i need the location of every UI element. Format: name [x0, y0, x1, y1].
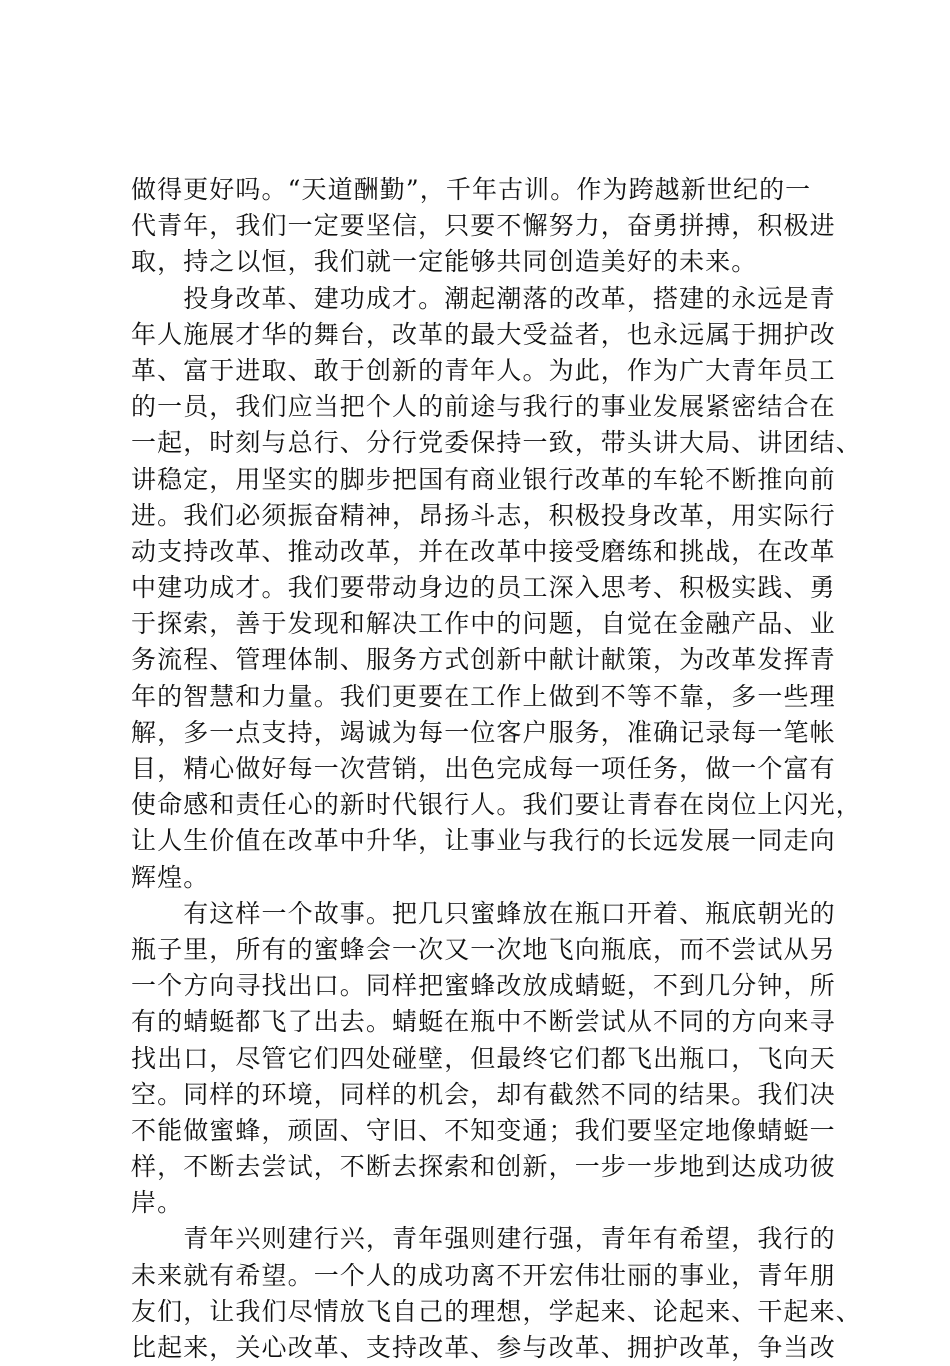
text-line: 空。同样的环境，同样的机会，却有截然不同的结果。我们决	[131, 1079, 836, 1109]
text-line: 辉煌。	[131, 862, 210, 892]
text-line: 进。我们必须振奋精神，昂扬斗志，积极投身改革，用实际行	[131, 500, 836, 530]
text-line: 友们，让我们尽情放飞自己的理想，学起来、论起来、干起来、	[131, 1296, 862, 1326]
text-line: 未来就有希望。一个人的成功离不开宏伟壮丽的事业，青年朋	[131, 1260, 836, 1290]
text-line: 不能做蜜蜂，顽固、守旧、不知变通；我们要坚定地像蜻蜓一	[131, 1115, 836, 1145]
text-line: 目，精心做好每一次营销，出色完成每一项任务，做一个富有	[131, 754, 836, 783]
text-line: 解，多一点支持，竭诚为每一位客户服务，准确记录每一笔帐	[131, 717, 836, 747]
text-line: 讲稳定，用坚实的脚步把国有商业银行改革的车轮不断推向前	[131, 464, 836, 494]
text-line: 让人生价值在改革中升华，让事业与我行的长远发展一同走向	[131, 826, 836, 856]
text-line: 务流程、管理体制、服务方式创新中献计献策，为改革发挥青	[131, 645, 836, 675]
text-line: 革、富于进取、敢于创新的青年人。为此，作为广大青年员工	[131, 355, 836, 385]
text-line: 有这样一个故事。把几只蜜蜂放在瓶口开着、瓶底朝光的	[131, 898, 836, 928]
text-line: 年的智慧和力量。我们更要在工作上做到不等不靠，多一些理	[131, 681, 836, 711]
text-line: 青年兴则建行兴，青年强则建行强，青年有希望，我行的	[131, 1224, 836, 1254]
text-line: 动支持改革、推动改革，并在改革中接受磨练和挑战，在改革	[131, 536, 836, 566]
text-line: 瓶子里，所有的蜜蜂会一次又一次地飞向瓶底，而不尝试从另	[131, 934, 836, 964]
text-line: 有的蜻蜓都飞了出去。蜻蜓在瓶中不断尝试从不同的方向来寻	[131, 1007, 836, 1037]
text-line: 的一员，我们应当把个人的前途与我行的事业发展紧密结合在	[131, 392, 836, 422]
text-line: 一个方向寻找出口。同样把蜜蜂改放成蜻蜓，不到几分钟，所	[131, 971, 836, 1001]
text-line: 代青年，我们一定要坚信，只要不懈努力，奋勇拼搏，积极进	[131, 211, 836, 241]
text-line: 比起来，关心改革、支持改革、参与改革、拥护改革，争当改	[131, 1333, 836, 1362]
text-line: 使命感和责任心的新时代银行人。我们要让青春在岗位上闪光，	[131, 790, 862, 820]
text-line: 投身改革、建功成才。潮起潮落的改革，搭建的永远是青	[131, 283, 836, 313]
text-line: 取，持之以恒，我们就一定能够共同创造美好的未来。	[131, 247, 758, 277]
text-line: 样，不断去尝试，不断去探索和创新，一步一步地到达成功彼	[131, 1152, 836, 1182]
text-line: 找出口，尽管它们四处碰壁，但最终它们都飞出瓶口，飞向天	[131, 1043, 836, 1073]
text-line: 一起，时刻与总行、分行党委保持一致，带头讲大局、讲团结、	[131, 428, 862, 458]
body-text	[131, 172, 862, 1366]
text-line: 中建功成才。我们要带动身边的员工深入思考、积极实践、勇	[131, 573, 836, 603]
text-line: 岸。	[131, 1188, 184, 1218]
text-line: 于探索，善于发现和解决工作中的问题，自觉在金融产品、业	[131, 609, 836, 639]
text-line: 做得更好吗。“天道酬勤”，千年古训。作为跨越新世纪的一	[131, 175, 812, 204]
text-line: 年人施展才华的舞台，改革的最大受益者，也永远属于拥护改	[131, 319, 836, 349]
